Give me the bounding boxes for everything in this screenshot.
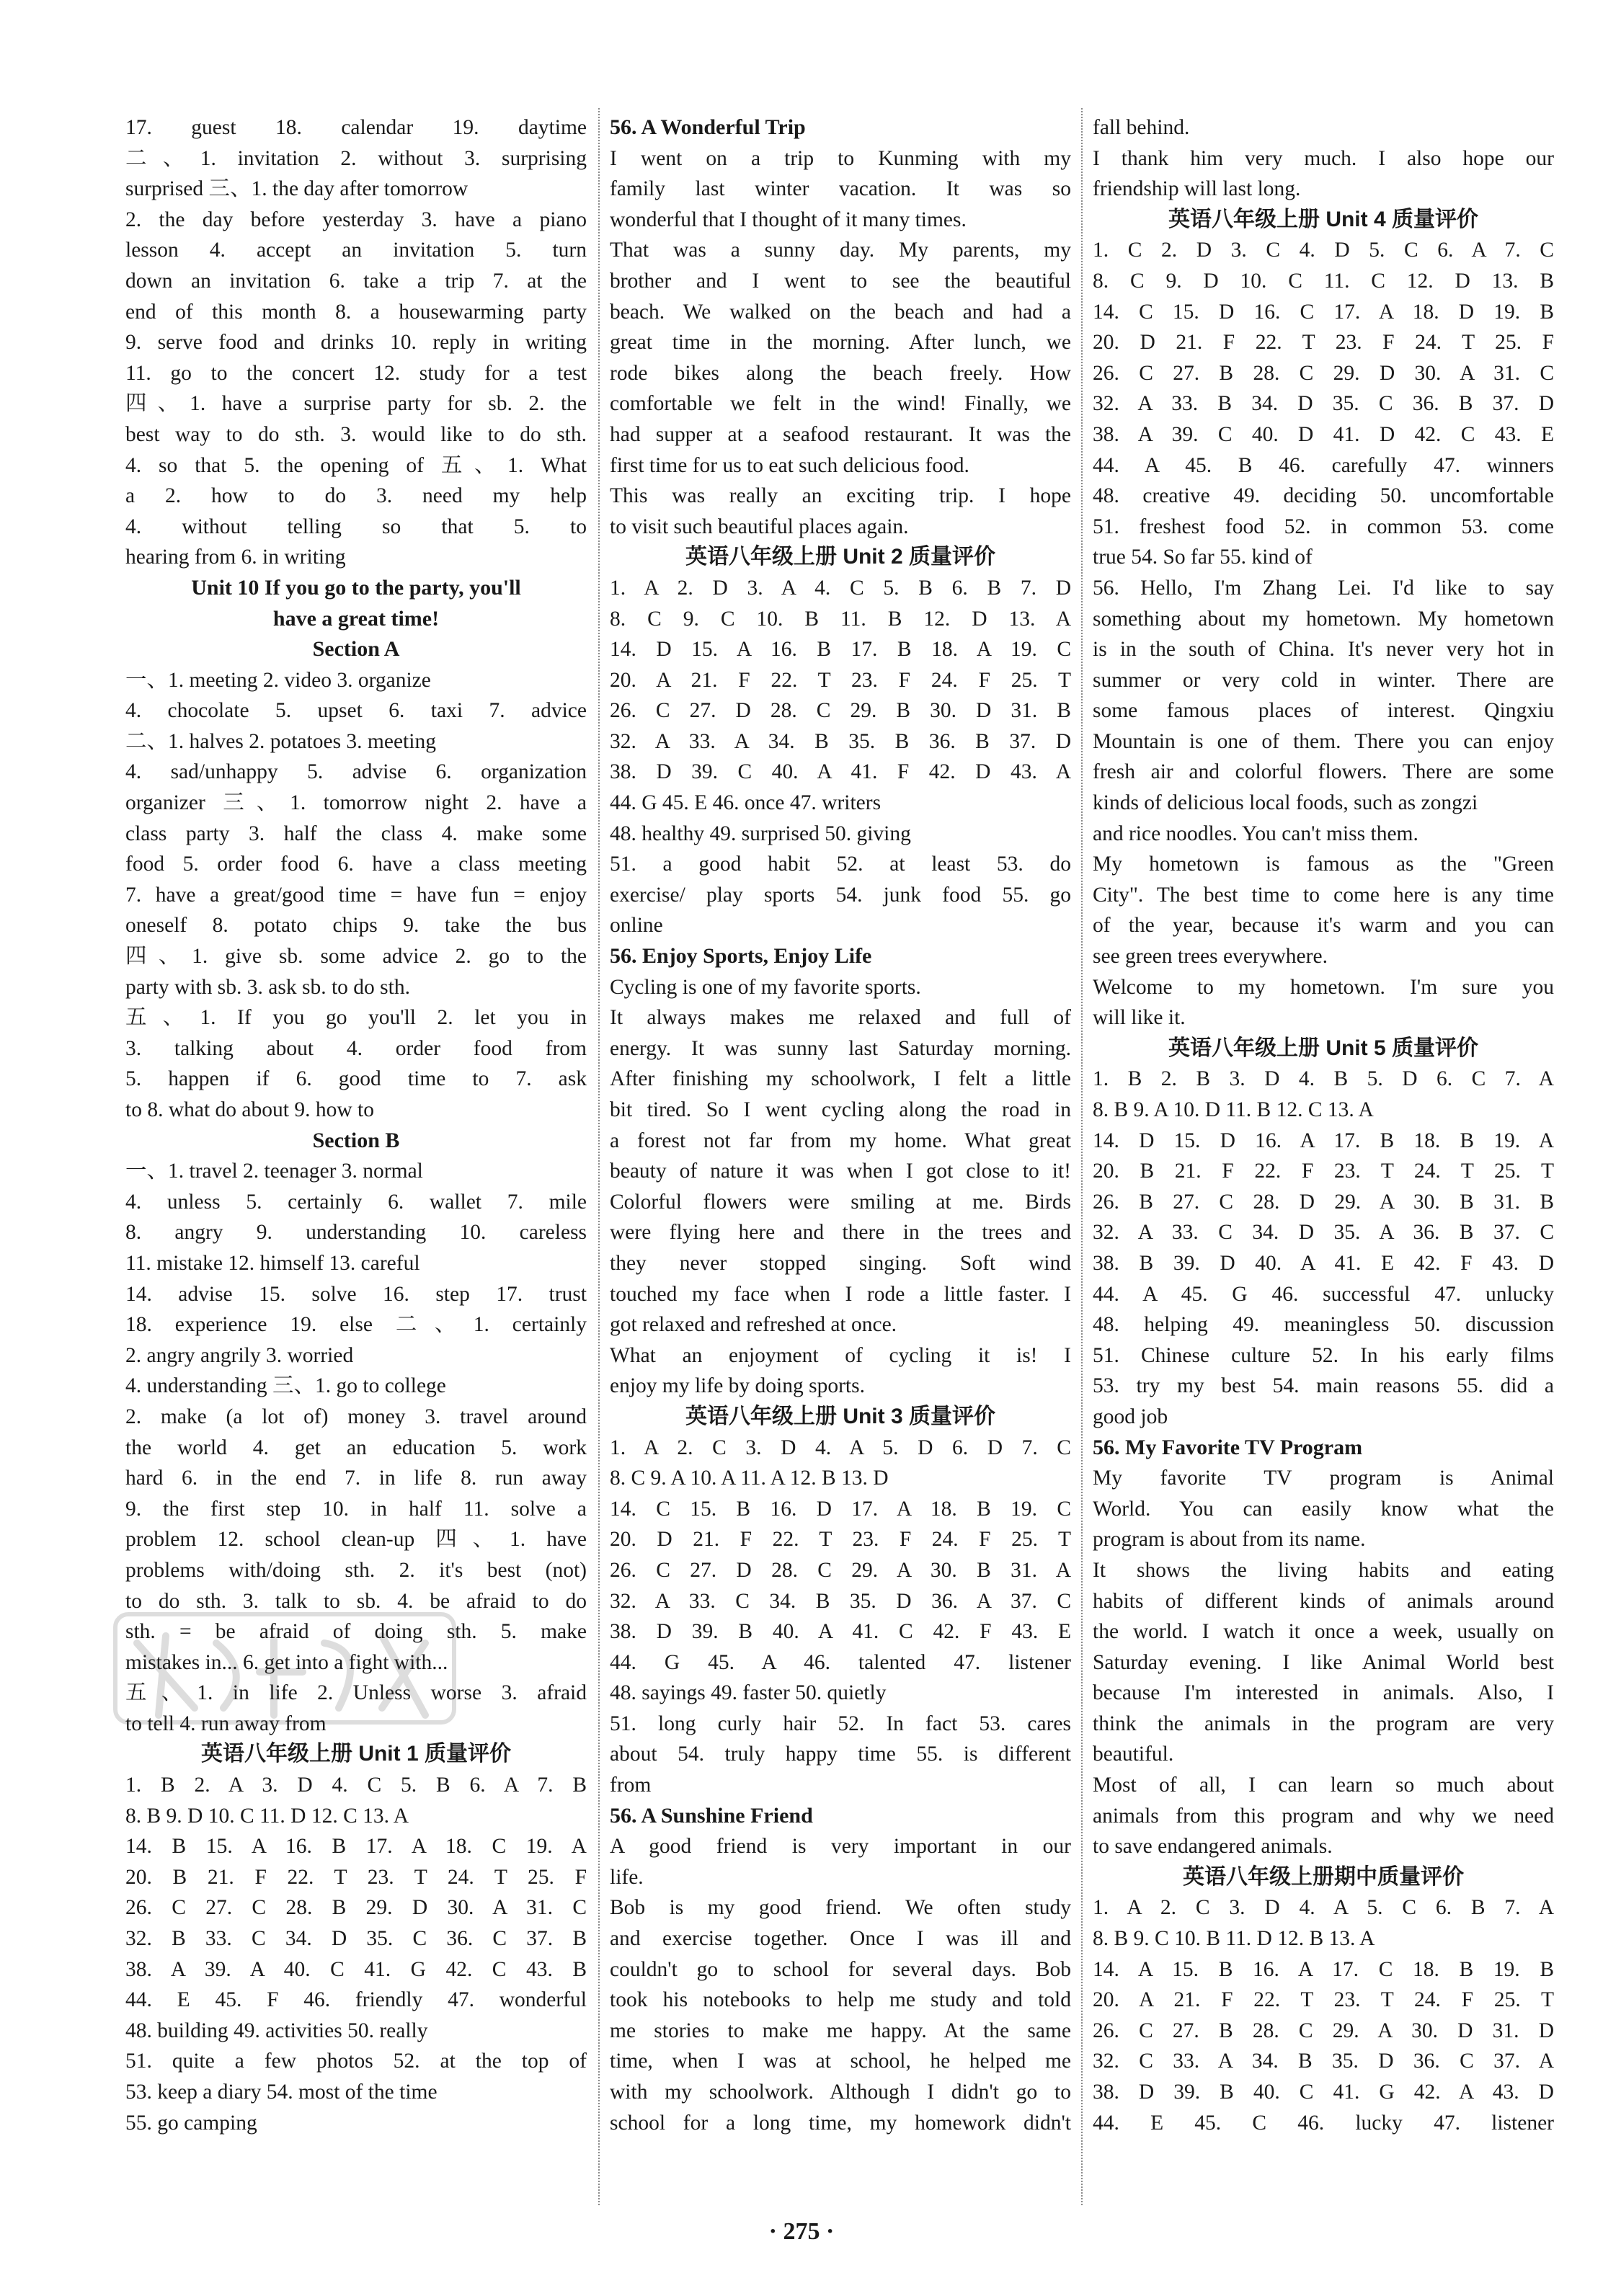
answer-line: 8. angry 9. understanding 10. careless	[125, 1221, 587, 1245]
answer-line: That was a sunny day. My parents, my	[610, 239, 1071, 262]
answer-line: 38. D 39. B 40. C 41. G 42. A 43. D	[1093, 2081, 1554, 2104]
section-heading: 英语八年级上册 Unit 4 质量评价	[1168, 207, 1478, 231]
answer-line: 38. D 39. C 40. A 41. F 42. D 43. A	[610, 760, 1071, 784]
answer-line: 3. talking about 4. order food from	[125, 1036, 587, 1060]
answer-line: 14. D 15. A 16. B 17. B 18. A 19. C	[610, 638, 1071, 662]
section-heading: have a great time!	[272, 606, 440, 631]
answer-line: 32. C 33. A 34. B 35. D 36. C 37. A	[1093, 2050, 1554, 2073]
answer-line: 二、1. halves 2. potatoes 3. meeting	[125, 729, 436, 753]
answer-line: 8. B 9. A 10. D 11. B 12. C 13. A	[1093, 1098, 1374, 1121]
answer-line: the world. I watch it once a week, usually on	[1093, 1620, 1554, 1644]
answer-line: took his notebooks to help me study and told	[610, 1988, 1071, 2012]
answer-line: oneself 8. potato chips 9. take the bus	[125, 914, 587, 938]
answer-line: It shows the living habits and eating	[1093, 1558, 1554, 1582]
answer-line: couldn't go to school for several days. Bob	[610, 1957, 1071, 1981]
answer-line: 2. angry angrily 3. worried	[125, 1343, 354, 1367]
answer-line: 4. unless 5. certainly 6. wallet 7. mile	[125, 1190, 587, 1214]
answer-line: 51. quite a few photos 52. at the top of	[125, 2050, 587, 2073]
answer-line: because I'm interested in animals. Also, I	[1093, 1681, 1554, 1705]
answer-line: 1. A 2. D 3. A 4. C 5. B 6. B 7. D	[610, 576, 1071, 600]
section-heading: 英语八年级上册 Unit 1 质量评价	[200, 1742, 511, 1766]
answer-line: beauty of nature it was when I got close to it!	[610, 1160, 1071, 1183]
answer-line: 20. A 21. F 22. T 23. F 24. F 25. T	[610, 668, 1071, 692]
answer-line: City". The best time to come here is any time	[1093, 883, 1554, 907]
answer-line: 48. creative 49. deciding 50. uncomfortable	[1093, 484, 1554, 508]
answer-line: 20. D 21. F 22. T 23. F 24. F 25. T	[610, 1528, 1071, 1552]
answer-line: 32. B 33. C 34. D 35. C 36. C 37. B	[125, 1927, 587, 1951]
answer-line: 2. the day before yesterday 3. have a piano	[125, 208, 587, 231]
answer-line: 11. go to the concert 12. study for a test	[125, 361, 587, 385]
answer-line: lesson 4. accept an invitation 5. turn	[125, 239, 587, 262]
answer-line: 4. so that 5. the opening of 五、1. What	[125, 453, 587, 477]
answer-line: Colorful flowers were smiling at me. Birds	[610, 1190, 1071, 1214]
answer-line: 1. C 2. D 3. C 4. D 5. C 6. A 7. C	[1093, 239, 1554, 262]
answer-line: Bob is my good friend. We often study	[610, 1896, 1071, 1920]
answer-line: It always makes me relaxed and full of	[610, 1006, 1071, 1030]
answer-line: fall behind.	[1093, 116, 1190, 139]
answer-line: something about my hometown. My hometown	[1093, 607, 1554, 631]
answer-line: 32. A 33. C 34. B 35. D 36. A 37. C	[610, 1589, 1071, 1613]
answer-line: great time in the morning. After lunch, we	[610, 331, 1071, 355]
answer-line: Mountain is one of them. There you can enjoy	[1093, 729, 1554, 753]
answer-line: 8. B 9. C 10. B 11. D 12. B 13. A	[1093, 1927, 1375, 1951]
answer-line: mistakes in... 6. get into a fight with...	[125, 1650, 448, 1674]
answer-line: bit tired. So I went cycling along the road in	[610, 1098, 1071, 1121]
answer-line: 8. C 9. A 10. A 11. A 12. B 13. D	[610, 1467, 889, 1490]
answer-line: 26. C 27. D 28. C 29. A 30. B 31. A	[610, 1558, 1071, 1582]
answer-line: 8. C 9. C 10. B 11. B 12. D 13. A	[610, 607, 1071, 631]
answer-line: 48. healthy 49. surprised 50. giving	[610, 822, 911, 845]
answer-line: 53. try my best 54. main reasons 55. did a	[1093, 1374, 1554, 1398]
answer-line: time, when I was at school, he helped me	[610, 2050, 1071, 2073]
answer-line: family last winter vacation. It was so	[610, 177, 1071, 201]
section-heading: Section B	[312, 1128, 400, 1152]
answer-line: problem 12. school clean-up 四、1. have	[125, 1528, 587, 1552]
answer-line: to visit such beautiful places again.	[610, 515, 909, 538]
answer-line: the world 4. get an education 5. work	[125, 1436, 587, 1459]
answer-line: Most of all, I can learn so much about	[1093, 1774, 1554, 1797]
answer-line: party with sb. 3. ask sb. to do sth.	[125, 975, 410, 999]
answer-line: to do sth. 3. talk to sb. 4. be afraid to do	[125, 1589, 587, 1613]
section-heading: 英语八年级上册 Unit 3 质量评价	[685, 1404, 995, 1428]
answer-line: 38. A 39. C 40. D 41. D 42. C 43. E	[1093, 422, 1554, 446]
answer-line: from	[610, 1774, 652, 1797]
answer-line: 26. C 27. B 28. C 29. D 30. A 31. C	[1093, 361, 1554, 385]
answer-line: exercise/ play sports 54. junk food 55. go	[610, 883, 1071, 907]
answer-line: 4. sad/unhappy 5. advise 6. organization	[125, 760, 587, 784]
section-heading: 英语八年级上册 Unit 2 质量评价	[685, 545, 995, 569]
answer-line: 1. A 2. C 3. D 4. A 5. C 6. B 7. A	[1093, 1896, 1554, 1920]
answer-line: habits of different kinds of animals around	[1093, 1589, 1554, 1613]
answer-line: brother and I went to see the beautiful	[610, 269, 1071, 293]
answer-line: A good friend is very important in our	[610, 1835, 1071, 1859]
answer-line: best way to do sth. 3. would like to do sth.	[125, 422, 587, 446]
answer-line: rode bikes along the beach freely. How	[610, 361, 1071, 385]
answer-line: After finishing my schoolwork, I felt a little	[610, 1067, 1071, 1091]
answer-line: 26. B 27. C 28. D 29. A 30. B 31. B	[1093, 1190, 1554, 1214]
answer-column-2	[610, 112, 1071, 2138]
answer-line: fresh air and colorful flowers. There are some	[1093, 760, 1554, 784]
answer-line: 8. B 9. D 10. C 11. D 12. C 13. A	[125, 1804, 409, 1828]
answer-line: class party 3. half the class 4. make some	[125, 822, 587, 845]
answer-line: I went on a trip to Kunming with my	[610, 146, 1071, 170]
answer-line: energy. It was sunny last Saturday morning.	[610, 1036, 1071, 1060]
answer-line: some famous places of interest. Qingxiu	[1093, 699, 1554, 723]
answer-line: about 54. truly happy time 55. is different	[610, 1743, 1071, 1766]
answer-line: down an invitation 6. take a trip 7. at the	[125, 269, 587, 293]
answer-line: What an enjoyment of cycling it is! I	[610, 1343, 1071, 1367]
answer-line: school for a long time, my homework didn't	[610, 2111, 1071, 2135]
section-heading: 英语八年级上册 Unit 5 质量评价	[1168, 1036, 1478, 1060]
answer-line: 20. D 21. F 22. T 23. F 24. T 25. F	[1093, 331, 1554, 355]
column-divider-right	[1081, 108, 1083, 2205]
answer-line: food 5. order food 6. have a class meeting	[125, 853, 587, 876]
answer-line: enjoy my life by doing sports.	[610, 1374, 865, 1398]
section-heading: 英语八年级上册期中质量评价	[1183, 1864, 1464, 1889]
answer-line: problems with/doing sth. 2. it's best (not)	[125, 1558, 587, 1582]
answer-line: 2. make (a lot of) money 3. travel around	[125, 1405, 587, 1428]
answer-line: 五、1. in life 2. Unless worse 3. afraid	[125, 1681, 587, 1705]
answer-line: 18. experience 19. else 二、1. certainly	[125, 1313, 587, 1337]
answer-line: to tell 4. run away from	[125, 1712, 327, 1735]
answer-line: 一、1. travel 2. teenager 3. normal	[125, 1160, 423, 1183]
answer-line: 44. A 45. G 46. successful 47. unlucky	[1093, 1282, 1554, 1306]
answer-line: 32. A 33. B 34. D 35. C 36. B 37. D	[1093, 392, 1554, 416]
answer-line: 14. B 15. A 16. B 17. A 18. C 19. A	[125, 1835, 587, 1859]
answer-line: and rice noodles. You can't miss them.	[1093, 822, 1418, 845]
answer-line: 38. A 39. A 40. C 41. G 42. C 43. B	[125, 1957, 587, 1981]
answer-line: 20. B 21. F 22. T 23. T 24. T 25. F	[125, 1865, 587, 1889]
answer-line: 44. G 45. A 46. talented 47. listener	[610, 1650, 1071, 1674]
answer-line: 4. chocolate 5. upset 6. taxi 7. advice	[125, 699, 587, 723]
answer-line: 9. the first step 10. in half 11. solve a	[125, 1497, 587, 1521]
answer-line: to 8. what do about 9. how to	[125, 1098, 374, 1121]
answer-line: 1. B 2. B 3. D 4. B 5. D 6. C 7. A	[1093, 1067, 1554, 1091]
answer-line: 44. E 45. C 46. lucky 47. listener	[1093, 2111, 1554, 2135]
answer-line: 四、1. give sb. some advice 2. go to the	[125, 945, 587, 969]
answer-line: 8. C 9. D 10. C 11. C 12. D 13. B	[1093, 269, 1554, 293]
answer-line: 44. A 45. B 46. carefully 47. winners	[1093, 453, 1554, 477]
section-heading: Unit 10 If you go to the party, you'll	[191, 575, 521, 600]
answer-line: 11. mistake 12. himself 13. careful	[125, 1251, 420, 1275]
answer-line: 51. long curly hair 52. In fact 53. cares	[610, 1712, 1071, 1735]
answer-line: surprised 三、1. the day after tomorrow	[125, 177, 469, 201]
answer-line: online	[610, 914, 663, 938]
answer-line: 51. freshest food 52. in common 53. come	[1093, 515, 1554, 538]
column-divider-left	[598, 108, 600, 2205]
answer-line: 48. building 49. activities 50. really	[125, 2019, 428, 2042]
answer-line: friendship will last long.	[1093, 177, 1301, 201]
answer-line: with my schoolwork. Although I didn't go to	[610, 2081, 1071, 2104]
answer-line: 48. sayings 49. faster 50. quietly	[610, 1681, 887, 1705]
answer-line: This was really an exciting trip. I hope	[610, 484, 1071, 508]
answer-line: end of this month 8. a housewarming party	[125, 300, 587, 324]
answer-line: 26. C 27. C 28. B 29. D 30. A 31. C	[125, 1896, 587, 1920]
answer-line: 1. A 2. C 3. D 4. A 5. D 6. D 7. C	[610, 1436, 1071, 1459]
section-heading: 56. A Wonderful Trip	[610, 115, 806, 139]
answer-line: World. You can easily know what the	[1093, 1497, 1554, 1521]
answer-line: sth. = be afraid of doing sth. 5. make	[125, 1620, 587, 1644]
answer-line: good job	[1093, 1405, 1168, 1428]
answer-line: Saturday evening. I like Animal World best	[1093, 1650, 1554, 1674]
answer-line: hearing from 6. in writing	[125, 546, 346, 569]
answer-line: animals from this program and why we need	[1093, 1804, 1554, 1828]
answer-line: 56. Hello, I'm Zhang Lei. I'd like to say	[1093, 576, 1554, 600]
answer-line: they never stopped singing. Soft wind	[610, 1251, 1071, 1275]
answer-line: My hometown is famous as the "Green	[1093, 853, 1554, 876]
answer-line: will like it.	[1093, 1006, 1186, 1030]
answer-line: 55. go camping	[125, 2111, 257, 2135]
answer-line: I thank him very much. I also hope our	[1093, 146, 1554, 170]
answer-line: touched my face when I rode a little faster. I	[610, 1282, 1071, 1306]
answer-line: 48. helping 49. meaningless 50. discussion	[1093, 1313, 1554, 1337]
answer-line: 9. serve food and drinks 10. reply in writing	[125, 331, 587, 355]
answer-line: 38. D 39. B 40. A 41. C 42. F 43. E	[610, 1620, 1071, 1644]
answer-line: beach. We walked on the beach and had a	[610, 300, 1071, 324]
answer-line: 26. C 27. B 28. C 29. A 30. D 31. D	[1093, 2019, 1554, 2042]
answer-line: 26. C 27. D 28. C 29. B 30. D 31. B	[610, 699, 1071, 723]
answer-line: think the animals in the program are very	[1093, 1712, 1554, 1735]
answer-line: a 2. how to do 3. need my help	[125, 484, 587, 508]
answer-line: organizer 三、1. tomorrow night 2. have a	[125, 791, 587, 815]
answer-line: life.	[610, 1865, 644, 1889]
answer-line: program is about from its name.	[1093, 1528, 1366, 1552]
answer-line: 一、1. meeting 2. video 3. organize	[125, 668, 431, 692]
answer-line: summer or very cold in winter. There are	[1093, 668, 1554, 692]
answer-line: wonderful that I thought of it many times.	[610, 208, 967, 231]
answer-line: 五、1. If you go you'll 2. let you in	[125, 1006, 587, 1030]
answer-line: 51. Chinese culture 52. In his early films	[1093, 1343, 1554, 1367]
answer-line: 51. a good habit 52. at least 53. do	[610, 853, 1071, 876]
answer-line: and exercise together. Once I was ill and	[610, 1927, 1071, 1951]
answer-line: true 54. So far 55. kind of	[1093, 546, 1313, 569]
answer-line: 5. happen if 6. good time to 7. ask	[125, 1067, 587, 1091]
page-number: · 275 ·	[768, 2218, 835, 2245]
answer-line: first time for us to eat such delicious food.	[610, 453, 969, 477]
section-heading: 56. Enjoy Sports, Enjoy Life	[610, 944, 872, 969]
answer-line: is in the south of China. It's never very hot in	[1093, 638, 1554, 662]
answer-line: me stories to make me happy. At the same	[610, 2019, 1071, 2042]
section-heading: Section A	[312, 637, 400, 662]
answer-line: Cycling is one of my favorite sports.	[610, 975, 921, 999]
answer-line: got relaxed and refreshed at once.	[610, 1313, 897, 1337]
answer-column-1	[125, 112, 587, 2138]
answer-line: 44. E 45. F 46. friendly 47. wonderful	[125, 1988, 587, 2012]
answer-line: of the year, because it's warm and you can	[1093, 914, 1554, 938]
answer-line: comfortable we felt in the wind! Finally, we	[610, 392, 1071, 416]
answer-line: 四、1. have a surprise party for sb. 2. the	[125, 392, 587, 416]
answer-line: to save endangered animals.	[1093, 1835, 1333, 1859]
answer-line: 14. D 15. D 16. A 17. B 18. B 19. A	[1093, 1129, 1554, 1152]
section-heading: 56. A Sunshine Friend	[610, 1803, 813, 1828]
answer-line: 4. without telling so that 5. to	[125, 515, 587, 538]
answer-line: Welcome to my hometown. I'm sure you	[1093, 975, 1554, 999]
answer-line: 32. A 33. C 34. D 35. A 36. B 37. C	[1093, 1221, 1554, 1245]
answer-line: hard 6. in the end 7. in life 8. run away	[125, 1467, 587, 1490]
answer-line: 32. A 33. A 34. B 35. B 36. B 37. D	[610, 729, 1071, 753]
answer-line: 4. understanding 三、1. go to college	[125, 1374, 446, 1398]
answer-line: 1. B 2. A 3. D 4. C 5. B 6. A 7. B	[125, 1774, 587, 1797]
answer-line: 53. keep a diary 54. most of the time	[125, 2081, 438, 2104]
answer-line: kinds of delicious local foods, such as zongzi	[1093, 791, 1478, 815]
answer-line: had supper at a seafood restaurant. It was the	[610, 422, 1071, 446]
answer-line: 17. guest 18. calendar 19. daytime	[125, 116, 587, 139]
answer-line: 44. G 45. E 46. once 47. writers	[610, 791, 882, 815]
answer-line: 二、1. invitation 2. without 3. surprising	[125, 146, 587, 170]
answer-line: 38. B 39. D 40. A 41. E 42. F 43. D	[1093, 1251, 1554, 1275]
section-heading: 56. My Favorite TV Program	[1093, 1435, 1363, 1459]
answer-line: 14. A 15. B 16. A 17. C 18. B 19. B	[1093, 1957, 1554, 1981]
answer-line: 7. have a great/good time = have fun = enjoy	[125, 883, 587, 907]
answer-line: 14. C 15. D 16. C 17. A 18. D 19. B	[1093, 300, 1554, 324]
answer-line: 14. advise 15. solve 16. step 17. trust	[125, 1282, 587, 1306]
answer-line: 20. A 21. F 22. T 23. T 24. F 25. T	[1093, 1988, 1554, 2012]
answer-line: were flying here and there in the trees and	[610, 1221, 1071, 1245]
answer-line: see green trees everywhere.	[1093, 945, 1328, 969]
answer-line: a forest not far from my home. What great	[610, 1129, 1071, 1152]
answer-line: beautiful.	[1093, 1743, 1174, 1766]
answer-line: 14. C 15. B 16. D 17. A 18. B 19. C	[610, 1497, 1071, 1521]
answer-line: My favorite TV program is Animal	[1093, 1467, 1554, 1490]
answer-line: 20. B 21. F 22. F 23. T 24. T 25. T	[1093, 1160, 1554, 1183]
answer-column-3	[1093, 112, 1554, 2138]
